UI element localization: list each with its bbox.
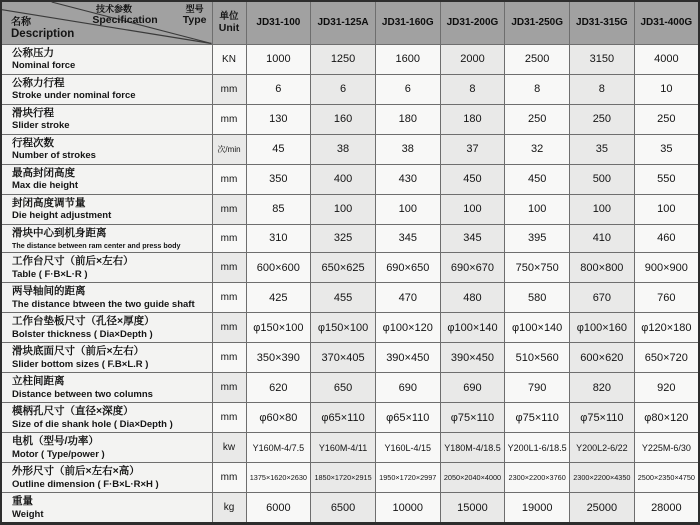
spec-row [1, 164, 699, 194]
row-label-zh: 最高封闭高度 [12, 166, 75, 179]
unit-cell: 次/min [212, 134, 246, 164]
unit-cell: KN [212, 44, 246, 74]
value-cell: 690 [375, 373, 440, 403]
value-cell: 750×750 [505, 253, 570, 283]
row-label-en: Slider bottom sizes ( F.B×L.R ) [12, 358, 149, 370]
row-label [1, 343, 212, 373]
spec-row [1, 403, 699, 433]
unit-cell: mm [212, 343, 246, 373]
description-label-zh: 名称 [11, 16, 31, 28]
row-label-zh: 电机（型号/功率） [12, 435, 99, 448]
unit-cell: mm [212, 403, 246, 433]
value-cell: 6 [375, 74, 440, 104]
value-cell: 100 [634, 194, 699, 224]
row-label [1, 463, 212, 493]
value-cell: 425 [246, 283, 311, 313]
value-cell: 45 [246, 134, 311, 164]
value-cell: 920 [634, 373, 699, 403]
row-label-zh: 行程次数 [12, 136, 54, 149]
value-cell: 900×900 [634, 253, 699, 283]
value-cell: 690×650 [375, 253, 440, 283]
value-cell: 6500 [311, 493, 376, 524]
value-cell: 28000 [634, 493, 699, 524]
unit-cell: mm [212, 313, 246, 343]
value-cell: φ75×110 [570, 403, 635, 433]
row-label-en: Weight [12, 508, 44, 520]
value-cell: 160 [311, 104, 376, 134]
value-cell: 345 [375, 224, 440, 253]
spec-row [1, 224, 699, 253]
value-cell: 450 [505, 164, 570, 194]
value-cell: Y160L-4/15 [375, 433, 440, 463]
value-cell: 2500 [505, 44, 570, 74]
row-label-en: Outline dimension ( F·B×L·R×H ) [12, 478, 159, 490]
value-cell: 130 [246, 104, 311, 134]
unit-cell: mm [212, 74, 246, 104]
value-cell: 350 [246, 164, 311, 194]
value-cell: 15000 [440, 493, 505, 524]
value-cell: 100 [311, 194, 376, 224]
value-cell: 4000 [634, 44, 699, 74]
value-cell: 800×800 [570, 253, 635, 283]
value-cell: φ100×120 [375, 313, 440, 343]
value-cell: 430 [375, 164, 440, 194]
value-cell: 250 [570, 104, 635, 134]
value-cell: 325 [311, 224, 376, 253]
row-label-zh: 两导轴间的距离 [12, 285, 86, 298]
value-cell: φ100×160 [570, 313, 635, 343]
row-label-en: Max die height [12, 179, 78, 191]
unit-cell: mm [212, 373, 246, 403]
value-cell: 38 [311, 134, 376, 164]
value-cell: 37 [440, 134, 505, 164]
row-label-en: Size of die shank hole ( Dia×Depth ) [12, 418, 173, 430]
value-cell: 670 [570, 283, 635, 313]
value-cell: 550 [634, 164, 699, 194]
row-label-zh: 公称力行程 [12, 76, 65, 89]
spec-row [1, 283, 699, 313]
unit-cell: kw [212, 433, 246, 463]
model-header: JD31-100 [246, 1, 311, 44]
value-cell: 690×670 [440, 253, 505, 283]
value-cell: 350×390 [246, 343, 311, 373]
row-label-en: Nominal force [12, 59, 76, 71]
value-cell: 470 [375, 283, 440, 313]
value-cell: 8 [440, 74, 505, 104]
unit-cell: mm [212, 283, 246, 313]
row-label-en: Table ( F·B×L·R ) [12, 268, 88, 280]
value-cell: 500 [570, 164, 635, 194]
value-cell: φ75×110 [440, 403, 505, 433]
unit-cell: mm [212, 253, 246, 283]
unit-cell: mm [212, 164, 246, 194]
value-cell: 310 [246, 224, 311, 253]
value-cell: 6 [311, 74, 376, 104]
unit-cell: mm [212, 194, 246, 224]
row-label-zh: 封闭高度调节量 [12, 196, 86, 209]
spec-row [1, 104, 699, 134]
value-cell: 2000 [440, 44, 505, 74]
row-label [1, 164, 212, 194]
value-cell: 1375×1620×2630 [246, 463, 311, 493]
row-label-zh: 滑块底面尺寸（前后×左右） [12, 345, 145, 358]
row-label-en: Number of strokes [12, 149, 96, 161]
row-label-zh: 立柱间距离 [12, 375, 65, 388]
value-cell: 690 [440, 373, 505, 403]
value-cell: 85 [246, 194, 311, 224]
unit-cell: mm [212, 224, 246, 253]
value-cell: 100 [440, 194, 505, 224]
value-cell: φ80×120 [634, 403, 699, 433]
value-cell: 6000 [246, 493, 311, 524]
unit-header [212, 1, 246, 44]
spec-row [1, 463, 699, 493]
spec-row [1, 253, 699, 283]
row-label-en: Distance between two columns [12, 388, 153, 400]
value-cell: 38 [375, 134, 440, 164]
row-label-en: Stroke under nominal force [12, 89, 136, 101]
row-label [1, 253, 212, 283]
spec-label-zh: 技术参数 [95, 4, 132, 14]
type-label-zh: 型号 [185, 4, 204, 14]
value-cell: 580 [505, 283, 570, 313]
spec-row [1, 493, 699, 524]
value-cell: 180 [440, 104, 505, 134]
value-cell: 600×620 [570, 343, 635, 373]
spec-label-en: Specification [92, 14, 158, 27]
model-header: JD31-200G [440, 1, 505, 44]
row-label [1, 104, 212, 134]
row-label [1, 44, 212, 74]
unit-cell: kg [212, 493, 246, 524]
value-cell: 395 [505, 224, 570, 253]
value-cell: 790 [505, 373, 570, 403]
value-cell: 1600 [375, 44, 440, 74]
value-cell: 32 [505, 134, 570, 164]
value-cell: φ150×100 [246, 313, 311, 343]
row-label [1, 373, 212, 403]
spec-table-body [1, 44, 699, 524]
value-cell: 480 [440, 283, 505, 313]
value-cell: 19000 [505, 493, 570, 524]
unit-header-en: Unit [218, 22, 240, 35]
value-cell: 650 [311, 373, 376, 403]
value-cell: 100 [375, 194, 440, 224]
value-cell: 650×720 [634, 343, 699, 373]
row-label [1, 74, 212, 104]
value-cell: 2300×2200×4350 [570, 463, 635, 493]
model-header: JD31-400G [634, 1, 699, 44]
description-label [11, 17, 74, 42]
value-cell: φ150×100 [311, 313, 376, 343]
header-row [1, 1, 699, 44]
value-cell: 250 [634, 104, 699, 134]
description-label-en: Description [11, 28, 75, 41]
value-cell: Y225M-6/30 [634, 433, 699, 463]
value-cell: 760 [634, 283, 699, 313]
value-cell: φ65×110 [311, 403, 376, 433]
spec-row [1, 134, 699, 164]
spec-row [1, 433, 699, 463]
value-cell: 8 [505, 74, 570, 104]
value-cell: 10000 [375, 493, 440, 524]
value-cell: 2300×2200×3760 [505, 463, 570, 493]
value-cell: 100 [570, 194, 635, 224]
value-cell: 345 [440, 224, 505, 253]
value-cell: 1000 [246, 44, 311, 74]
value-cell: Y200L2-6/22 [570, 433, 635, 463]
value-cell: 1850×1720×2915 [311, 463, 376, 493]
model-header: JD31-125A [311, 1, 376, 44]
row-label-en: Bolster thickness ( Dia×Depth ) [12, 328, 153, 340]
value-cell: φ100×140 [440, 313, 505, 343]
value-cell: φ75×110 [505, 403, 570, 433]
row-label [1, 493, 212, 524]
value-cell: 100 [505, 194, 570, 224]
row-label-zh: 重量 [12, 495, 33, 508]
value-cell: 1250 [311, 44, 376, 74]
value-cell: 6 [246, 74, 311, 104]
unit-cell: mm [212, 104, 246, 134]
value-cell: 3150 [570, 44, 635, 74]
row-label-zh: 滑块中心到机身距离 [12, 227, 107, 240]
value-cell: 600×600 [246, 253, 311, 283]
value-cell: 10 [634, 74, 699, 104]
type-label [183, 4, 207, 26]
value-cell: 410 [570, 224, 635, 253]
model-header: JD31-250G [505, 1, 570, 44]
value-cell: 450 [440, 164, 505, 194]
spec-row [1, 44, 699, 74]
row-label [1, 134, 212, 164]
value-cell: 35 [570, 134, 635, 164]
corner-header [1, 1, 212, 44]
row-label-zh: 模柄孔尺寸（直径×深度） [12, 405, 134, 418]
spec-row [1, 343, 699, 373]
row-label [1, 283, 212, 313]
unit-header-zh: 单位 [219, 10, 239, 22]
row-label-en: Die height adjustment [12, 209, 112, 221]
row-label [1, 403, 212, 433]
value-cell: Y180M-4/18.5 [440, 433, 505, 463]
value-cell: φ65×110 [375, 403, 440, 433]
value-cell: 2050×2040×4000 [440, 463, 505, 493]
value-cell: 25000 [570, 493, 635, 524]
unit-cell: mm [212, 463, 246, 493]
value-cell: φ60×80 [246, 403, 311, 433]
row-label-zh: 工作台垫板尺寸（孔径×厚度） [12, 315, 155, 328]
value-cell: Y160M-4/11 [311, 433, 376, 463]
spec-row [1, 373, 699, 403]
spec-row [1, 313, 699, 343]
value-cell: 460 [634, 224, 699, 253]
value-cell: Y200L1-6/18.5 [505, 433, 570, 463]
value-cell: 390×450 [440, 343, 505, 373]
value-cell: 510×560 [505, 343, 570, 373]
value-cell: 650×625 [311, 253, 376, 283]
value-cell: 1950×1720×2997 [375, 463, 440, 493]
type-label-en: Type [182, 14, 207, 27]
value-cell: φ120×180 [634, 313, 699, 343]
model-header: JD31-160G [375, 1, 440, 44]
row-label-en: Motor ( Type/power ) [12, 448, 105, 460]
row-label [1, 194, 212, 224]
row-label-en: The distance between ram center and press body [12, 240, 181, 250]
row-label [1, 433, 212, 463]
value-cell: 620 [246, 373, 311, 403]
model-header: JD31-315G [570, 1, 635, 44]
spec-row [1, 194, 699, 224]
value-cell: 35 [634, 134, 699, 164]
value-cell: 400 [311, 164, 376, 194]
row-label [1, 313, 212, 343]
value-cell: 180 [375, 104, 440, 134]
value-cell: 820 [570, 373, 635, 403]
row-label [1, 224, 212, 253]
row-label-zh: 公称压力 [12, 46, 54, 59]
value-cell: 250 [505, 104, 570, 134]
row-label-zh: 工作台尺寸（前后×左右） [12, 255, 134, 268]
row-label-zh: 滑块行程 [12, 106, 54, 119]
row-label-zh: 外形尺寸（前后×左右×高） [12, 465, 140, 478]
value-cell: 370×405 [311, 343, 376, 373]
value-cell: 2500×2350×4750 [634, 463, 699, 493]
spec-row [1, 74, 699, 104]
value-cell: Y160M-4/7.5 [246, 433, 311, 463]
value-cell: 8 [570, 74, 635, 104]
row-label-en: The distance btween the two guide shaft [12, 298, 195, 310]
row-label-en: Slider stroke [12, 119, 70, 131]
value-cell: 455 [311, 283, 376, 313]
value-cell: φ100×140 [505, 313, 570, 343]
value-cell: 390×450 [375, 343, 440, 373]
